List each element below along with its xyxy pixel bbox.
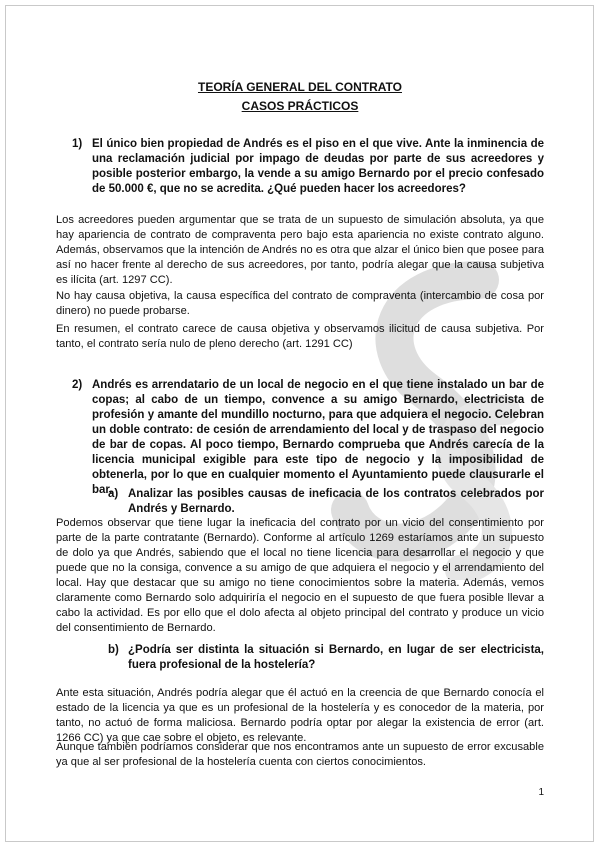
answer-1-paragraph: En resumen, el contrato carece de causa objetiva y observamos ilicitud de causa subjetiva. Por tanto, el contrato sería nulo de pleno derecho (art. 1291 CC) [56, 323, 544, 350]
answer-1-paragraph: Los acreedores pueden argumentar que se trata de un supuesto de simulación absoluta, ya que hay apariencia de contrato de compraventa pero bajo esta apariencia no existe contrato alguno. Además, observamos que la intención de Andrés no es otra que alzar el único bien que posee para así no hacer frente al derecho de sus acreedores, por tanto, podría alegar que la causa subjetiva es ilícita (art. 1297 CC). [56, 214, 544, 286]
question-2a [108, 487, 544, 517]
question-1 [72, 137, 544, 197]
question-2b-text: ¿Podría ser distinta la situación si Bernardo, en lugar de ser electricista, fuera profesional de la hostelería? [128, 644, 544, 671]
question-1-number: 1) [72, 138, 83, 150]
answer-1-paragraph: No hay causa objetiva, la causa específica del contrato de compraventa (intercambio de cosa por dinero) no puede probarse. [56, 290, 544, 317]
question-2-number: 2) [72, 379, 83, 391]
question-2-text: Andrés es arrendatario de un local de negocio en el que tiene instalado un bar de copas; al cabo de un tiempo, convence a su amigo Bernardo, electricista de profesión y amante del mundillo nocturno, para que adquiera el negocio. Celebran un doble contrato: de cesión de arrendamiento del local y de traspaso del negocio de bar de copas. Al poco tiempo, Bernardo comprueba que Andrés carecía de la licencia municipal exigible para este tipo de negocio y la imposibilidad de obtenerla, por lo que en cualquier momento el Ayuntamiento puede clausurarle el bar. [92, 379, 544, 496]
answer-2b-paragraph: Aunque también podríamos considerar que nos encontramos ante un supuesto de error excusable ya que al ser profesional de la hostelería cuenta con ciertos conocimientos. [56, 741, 544, 768]
answer-2b-paragraph: Ante esta situación, Andrés podría alegar que él actuó en la creencia de que Bernardo conocía el estado de la licencia ya que es un profesional de la hostelería y es conocedor de la materia, por tanto, no actuó de forma maliciosa. Bernardo podría optar por alegar la existencia de error (art. 1266 CC) ya que cae sobre el objeto, es relevante. [56, 687, 544, 744]
page-title: TEORÍA GENERAL DEL CONTRATO [197, 80, 402, 94]
answer-2a-paragraph: Podemos observar que tiene lugar la ineficacia del contrato por un vicio del consentimiento por parte de la parte contratante (Bernardo). Conforme al artículo 1269 estaríamos ante un supuesto de dolo ya que Andrés, sabiendo que el local no tiene licencia para desarrollar el negocio y que puede que no la consiga, convence a su amigo de que adquiera el negocio y el arrendamiento del local. Hay que destacar que su amigo no tiene conocimientos sobre la materia. Además, vemos claramente como Bernardo solo adquiriría el negocio en el supuesto de que fuera posible llevar a cabo la actividad. Es por ello que el dolo afecta al objeto principal del contrato y produce un vicio del consentimiento de Bernardo. [56, 517, 544, 634]
question-2 [72, 378, 544, 498]
question-1-text: El único bien propiedad de Andrés es el piso en el que vive. Ante la inminencia de una reclamación judicial por impago de deudas por parte de sus acreedores y posible posterior embargo, la vende a su amigo Bernardo por el precio confesado de 50.000 €, que no se acredita. ¿Qué pueden hacer los acreedores? [92, 138, 544, 195]
question-2b-label: b) [108, 644, 119, 656]
question-2a-label: a) [108, 488, 119, 500]
question-2a-text: Analizar las posibles causas de ineficacia de los contratos celebrados por Andrés y Bernardo. [128, 488, 544, 515]
question-2b [108, 643, 544, 673]
page-subtitle: CASOS PRÁCTICOS [241, 99, 359, 113]
page-number: 1 [538, 787, 544, 798]
